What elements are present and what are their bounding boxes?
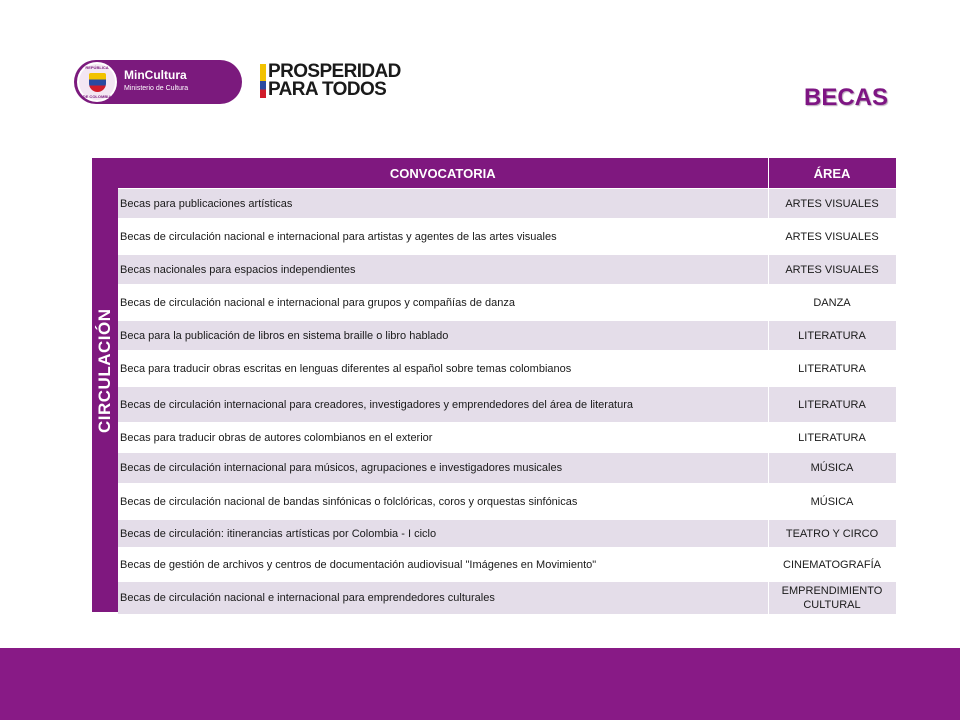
section-label: CIRCULACIÓN [95,308,114,433]
column-header-convocatoria: CONVOCATORIA [118,158,768,189]
cell-area: ARTES VISUALES [768,219,896,255]
table-row [118,423,896,453]
mincultura-name: MinCultura [124,68,187,82]
table-header-row [118,158,896,189]
cell-convocatoria: Becas para publicaciones artísticas [118,189,768,219]
footer-band [0,648,960,720]
cell-area: MÚSICA [768,453,896,484]
table-row [118,520,896,548]
cell-convocatoria: Becas de circulación nacional e internacional para artistas y agentes de las artes visuales [118,219,768,255]
column-header-area: ÁREA [768,158,896,189]
table-row [118,484,896,520]
table-row [118,219,896,255]
table-row [118,453,896,484]
cell-area: TEATRO Y CIRCO [768,520,896,548]
cell-convocatoria: Becas nacionales para espacios independientes [118,255,768,285]
header-logos [74,58,404,106]
table-row [118,548,896,582]
cell-convocatoria: Becas de circulación nacional e internacional para emprendedores culturales [118,582,768,615]
cell-area: LITERATURA [768,423,896,453]
cell-convocatoria: Becas de circulación internacional para músicos, agrupaciones e investigadores musicales [118,453,768,484]
section-band [92,158,118,612]
cell-area: CINEMATOGRAFÍA [768,548,896,582]
cell-convocatoria: Beca para traducir obras escritas en lenguas diferentes al español sobre temas colombianos [118,351,768,387]
cell-area: EMPRENDIMIENTO CULTURAL [768,582,896,615]
flag-stripes-icon [260,64,266,98]
coat-of-arms-icon [77,62,117,102]
mincultura-logo [74,60,242,104]
cell-convocatoria: Becas de circulación nacional de bandas sinfónicas o folclóricas, coros y orquestas sinfónicas [118,484,768,520]
cell-convocatoria: Becas para traducir obras de autores colombianos en el exterior [118,423,768,453]
cell-area: DANZA [768,285,896,321]
cell-area: LITERATURA [768,321,896,351]
seal-bottom-text: DE COLOMBIA [82,94,112,99]
table-row [118,351,896,387]
table-row [118,285,896,321]
mincultura-subtitle: Ministerio de Cultura [124,85,189,92]
table-row [118,321,896,351]
prosperidad-logo-line1: PROSPERIDAD [268,61,401,82]
table-row [118,387,896,423]
cell-area: LITERATURA [768,351,896,387]
seal-top-text: REPÚBLICA [85,65,109,70]
cell-convocatoria: Becas de circulación internacional para creadores, investigadores y emprendedores del área de literatura [118,387,768,423]
cell-convocatoria: Becas de circulación: itinerancias artísticas por Colombia - I ciclo [118,520,768,548]
becas-table [118,158,897,615]
table-row [118,582,896,615]
cell-convocatoria: Becas de circulación nacional e internacional para grupos y compañías de danza [118,285,768,321]
cell-area: MÚSICA [768,484,896,520]
cell-convocatoria: Beca para la publicación de libros en sistema braille o libro hablado [118,321,768,351]
cell-convocatoria: Becas de gestión de archivos y centros de documentación audiovisual "Imágenes en Movimiento" [118,548,768,582]
shield-icon [89,73,106,92]
cell-area: ARTES VISUALES [768,255,896,285]
cell-area: ARTES VISUALES [768,189,896,219]
prosperidad-logo-line2: PARA TODOS [268,79,387,100]
cell-area: LITERATURA [768,387,896,423]
page-title: BECAS [803,84,888,111]
table-row [118,255,896,285]
table-row [118,189,896,219]
